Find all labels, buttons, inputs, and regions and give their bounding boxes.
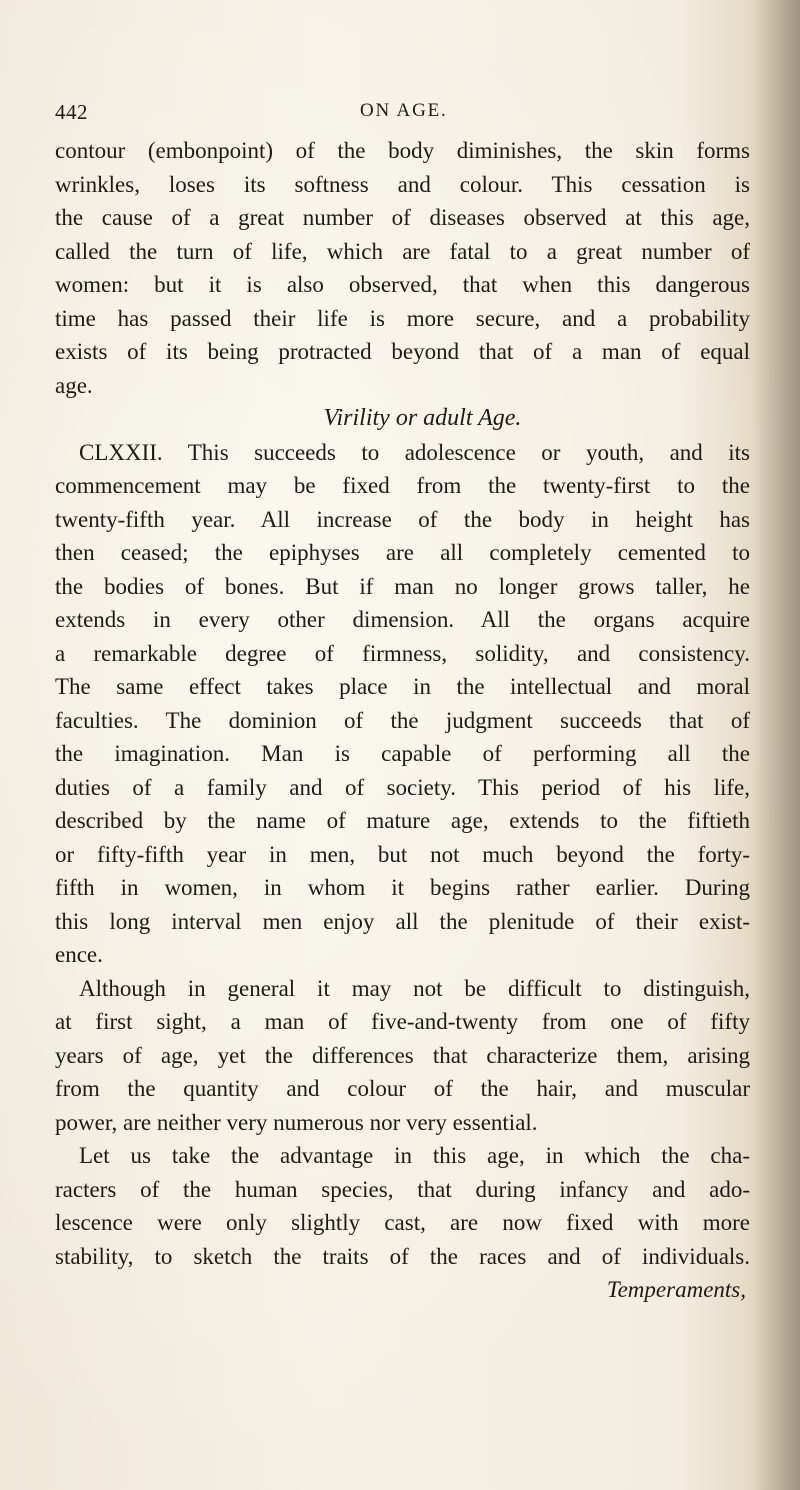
text-line: a remarkable degree of firmness, solidity, and consistency.	[55, 640, 750, 666]
text-line: Let us take the advantage in this age, in which the cha-	[79, 1143, 750, 1168]
text-line: lescence were only slightly cast, are now fixed with more	[55, 1210, 750, 1235]
body-text	[55, 134, 750, 1307]
text-line: contour (embonpoint) of the body diminishes, the skin forms	[55, 138, 750, 163]
text-line: commencement may be fixed from the twenty-first to the	[55, 473, 750, 498]
text-line: exists of its being protracted beyond that of a man of equal	[55, 339, 750, 364]
text-line: wrinkles, loses its softness and colour. This cessation is	[55, 171, 750, 197]
text-line: stability, to sketch the traits of the races and of individuals.	[55, 1243, 750, 1269]
section-heading: Virility or adult Age.	[323, 405, 522, 431]
text-line: The same effect takes place in the intellectual and moral	[55, 674, 750, 699]
text-line: or fifty-fifth year in men, but not much beyond the forty-	[55, 841, 750, 867]
page-edge-shadow	[754, 0, 800, 1490]
text-line: then ceased; the epiphyses are all completely cemented to	[55, 540, 750, 565]
text-line: called the turn of life, which are fatal to a great number of	[55, 238, 750, 264]
text-line: the bodies of bones. But if man no longer grows taller, he	[55, 573, 750, 599]
page-number: 442	[55, 100, 88, 124]
text-line: at first sight, a man of five-and-twenty from one of fifty	[55, 1009, 750, 1034]
text-line: fifth in women, in whom it begins rather earlier. During	[55, 875, 750, 900]
text-line: the imagination. Man is capable of performing all the	[55, 741, 750, 766]
text-line: this long interval men enjoy all the plenitude of their exist-	[55, 908, 750, 934]
text-line: ence.	[55, 942, 103, 967]
catchword: Temperaments,	[606, 1277, 746, 1302]
text-line: Although in general it may not be difficult to distinguish,	[79, 975, 750, 1001]
text-line: age.	[55, 372, 93, 398]
text-line: years of age, yet the differences that characterize them, arising	[55, 1042, 750, 1068]
text-line: time has passed their life is more secure, and a probability	[55, 305, 750, 331]
text-line: power, are neither very numerous nor very essential.	[55, 1109, 538, 1135]
text-line: the cause of a great number of diseases observed at this age,	[55, 205, 750, 230]
running-head: ON AGE.	[360, 100, 448, 121]
text-line: CLXXII. This succeeds to adolescence or youth, and its	[79, 439, 750, 465]
text-line: described by the name of mature age, extends to the fiftieth	[55, 808, 750, 833]
text-line: extends in every other dimension. All the organs acquire	[55, 607, 750, 632]
text-line: faculties. The dominion of the judgment succeeds that of	[55, 707, 750, 733]
text-line: women: but it is also observed, that when this dangerous	[55, 272, 750, 297]
text-line: racters of the human species, that during infancy and ado-	[55, 1176, 750, 1202]
text-line: from the quantity and colour of the hair, and muscular	[55, 1076, 750, 1101]
page-header	[55, 100, 745, 130]
text-line: twenty-fifth year. All increase of the body in height has	[55, 506, 750, 532]
text-line: duties of a family and of society. This period of his life,	[55, 774, 750, 800]
